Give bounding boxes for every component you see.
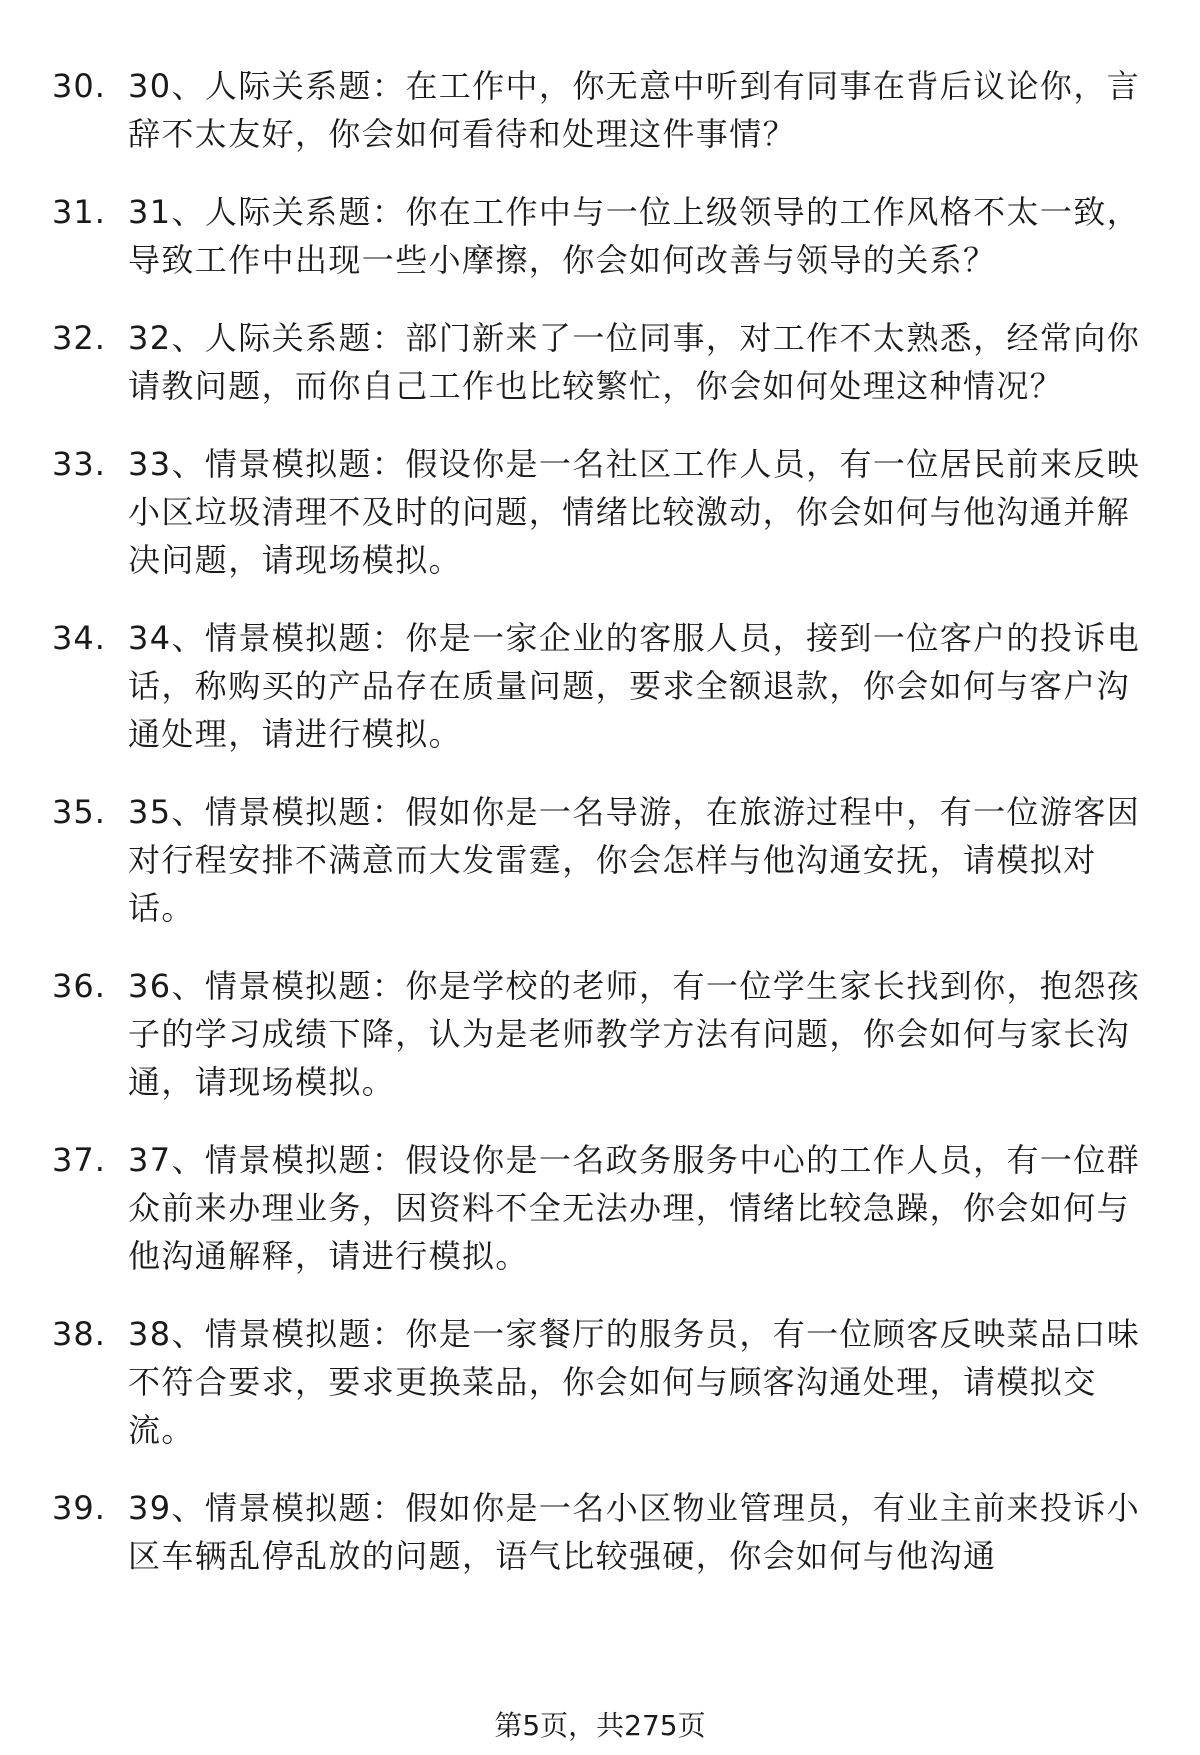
item-number: 38. (52, 1315, 106, 1353)
item-text: 36、情景模拟题：你是学校的老师，有一位学生家长找到你，抱怨孩子的学习成绩下降，认为是老师教学方法有问题，你会如何与家长沟通，请现场模拟。 (128, 967, 1141, 1101)
list-item (52, 1136, 1152, 1280)
list-item (52, 788, 1152, 932)
list-item (52, 1484, 1152, 1580)
list-item (52, 188, 1152, 284)
item-number: 31. (52, 193, 106, 231)
item-number: 37. (52, 1141, 106, 1179)
question-list (52, 62, 1152, 1580)
item-text: 34、情景模拟题：你是一家企业的客服人员，接到一位客户的投诉电话，称购买的产品存在质量问题，要求全额退款，你会如何与客户沟通处理，请进行模拟。 (128, 619, 1141, 753)
page-footer: 第5页，共275页 (494, 1709, 706, 1742)
item-text: 39、情景模拟题：假如你是一名小区物业管理员，有业主前来投诉小区车辆乱停乱放的问题，语气比较强硬，你会如何与他沟通 (128, 1489, 1141, 1575)
list-item (52, 962, 1152, 1106)
item-number: 33. (52, 445, 106, 483)
item-number: 35. (52, 793, 106, 831)
list-item (52, 614, 1152, 758)
item-text: 33、情景模拟题：假设你是一名社区工作人员，有一位居民前来反映小区垃圾清理不及时的问题，情绪比较激动，你会如何与他沟通并解决问题，请现场模拟。 (128, 445, 1141, 579)
list-item (52, 1310, 1152, 1454)
item-number: 39. (52, 1489, 106, 1527)
item-number: 32. (52, 319, 106, 357)
item-number: 36. (52, 967, 106, 1005)
item-text: 32、人际关系题：部门新来了一位同事，对工作不太熟悉，经常向你请教问题，而你自己工作也比较繁忙，你会如何处理这种情况？ (128, 319, 1141, 405)
item-number: 34. (52, 619, 106, 657)
item-text: 38、情景模拟题：你是一家餐厅的服务员，有一位顾客反映菜品口味不符合要求，要求更换菜品，你会如何与顾客沟通处理，请模拟交流。 (128, 1315, 1141, 1449)
item-number: 30. (52, 67, 106, 105)
list-item (52, 62, 1152, 158)
item-text: 35、情景模拟题：假如你是一名导游，在旅游过程中，有一位游客因对行程安排不满意而大发雷霆，你会怎样与他沟通安抚，请模拟对话。 (128, 793, 1141, 927)
item-text: 37、情景模拟题：假设你是一名政务服务中心的工作人员，有一位群众前来办理业务，因资料不全无法办理，情绪比较急躁，你会如何与他沟通解释，请进行模拟。 (128, 1141, 1141, 1275)
list-item (52, 440, 1152, 584)
item-text: 30、人际关系题：在工作中，你无意中听到有同事在背后议论你，言辞不太友好，你会如何看待和处理这件事情？ (128, 67, 1141, 153)
item-text: 31、人际关系题：你在工作中与一位上级领导的工作风格不太一致，导致工作中出现一些小摩擦，你会如何改善与领导的关系？ (128, 193, 1141, 279)
list-item (52, 314, 1152, 410)
